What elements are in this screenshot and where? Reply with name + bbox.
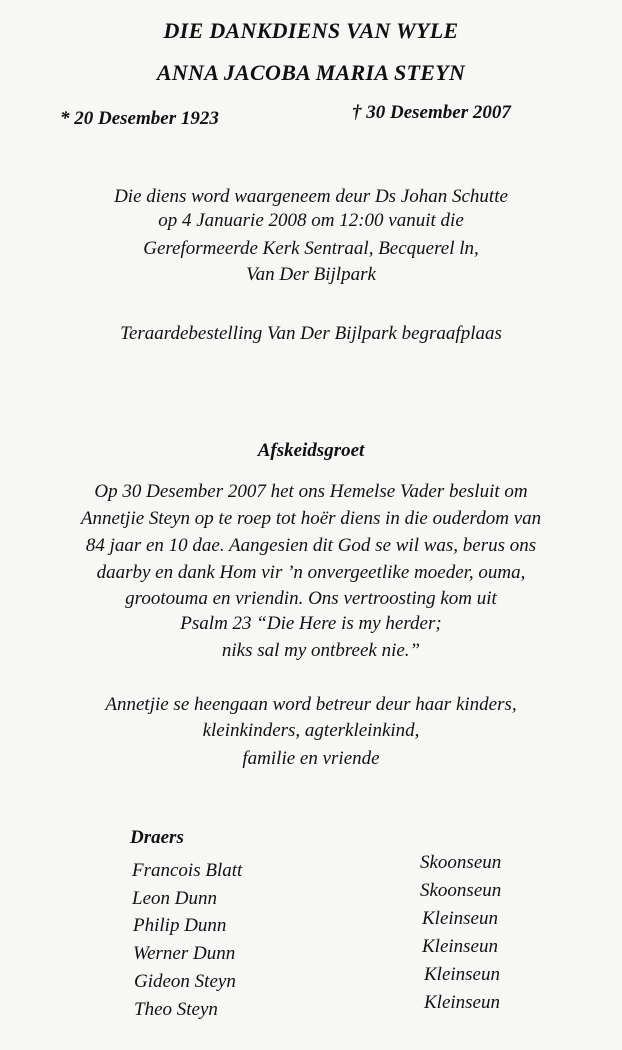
deceased-name: ANNA JACOBA MARIA STEYN (156, 60, 466, 85)
farewell-line: Annetjie Steyn op te roep tot hoër diens in die ouderdom van (80, 508, 542, 529)
bearer-relation: Skoonseun (420, 852, 502, 873)
service-line: Van Der Bijlpark (246, 264, 376, 285)
title-line-1: DIE DANKDIENS VAN WYLE (163, 18, 459, 43)
bearer-relation: Skoonseun (420, 880, 502, 901)
bearer-name: Leon Dunn (132, 888, 217, 909)
farewell-line: daarby en dank Hom vir ’n onvergeetlike moeder, ouma, (96, 562, 526, 583)
farewell-line: Op 30 Desember 2007 het ons Hemelse Vader besluit om (94, 481, 528, 502)
birth-date: * 20 Desember 1923 (60, 108, 219, 129)
farewell-heading: Afskeidsgroet (257, 440, 365, 461)
farewell-line: grootouma en vriendin. Ons vertroosting kom uit (125, 588, 497, 609)
burial-note: Teraardebestelling Van Der Bijlpark begraafplaas (120, 323, 502, 344)
bearer-relation: Kleinseun (424, 992, 500, 1013)
farewell-line: niks sal my ontbreek nie.” (221, 640, 421, 661)
bearer-relation: Kleinseun (422, 908, 498, 929)
bearer-name: Francois Blatt (132, 860, 243, 881)
bearer-relation: Kleinseun (422, 936, 498, 957)
mourners-line: familie en vriende (242, 748, 380, 769)
bearer-name: Philip Dunn (133, 915, 227, 936)
death-date: † 30 Desember 2007 (352, 102, 511, 123)
service-line: Die diens word waargeneem deur Ds Johan Schutte (114, 186, 508, 207)
bearer-relation: Kleinseun (424, 964, 500, 985)
bearer-name: Werner Dunn (133, 943, 236, 964)
mourners-line: kleinkinders, agterkleinkind, (202, 720, 420, 741)
farewell-line: Psalm 23 “Die Here is my herder; (180, 613, 442, 634)
bearers-heading: Draers (130, 827, 184, 848)
bearer-name: Gideon Steyn (134, 971, 236, 992)
bearer-name: Theo Steyn (134, 999, 218, 1020)
mourners-line: Annetjie se heengaan word betreur deur haar kinders, (105, 694, 517, 715)
farewell-line: 84 jaar en 10 dae. Aangesien dit God se wil was, berus ons (85, 535, 537, 556)
service-line: Gereformeerde Kerk Sentraal, Becquerel ln, (143, 238, 479, 259)
service-line: op 4 Januarie 2008 om 12:00 vanuit die (158, 210, 464, 231)
